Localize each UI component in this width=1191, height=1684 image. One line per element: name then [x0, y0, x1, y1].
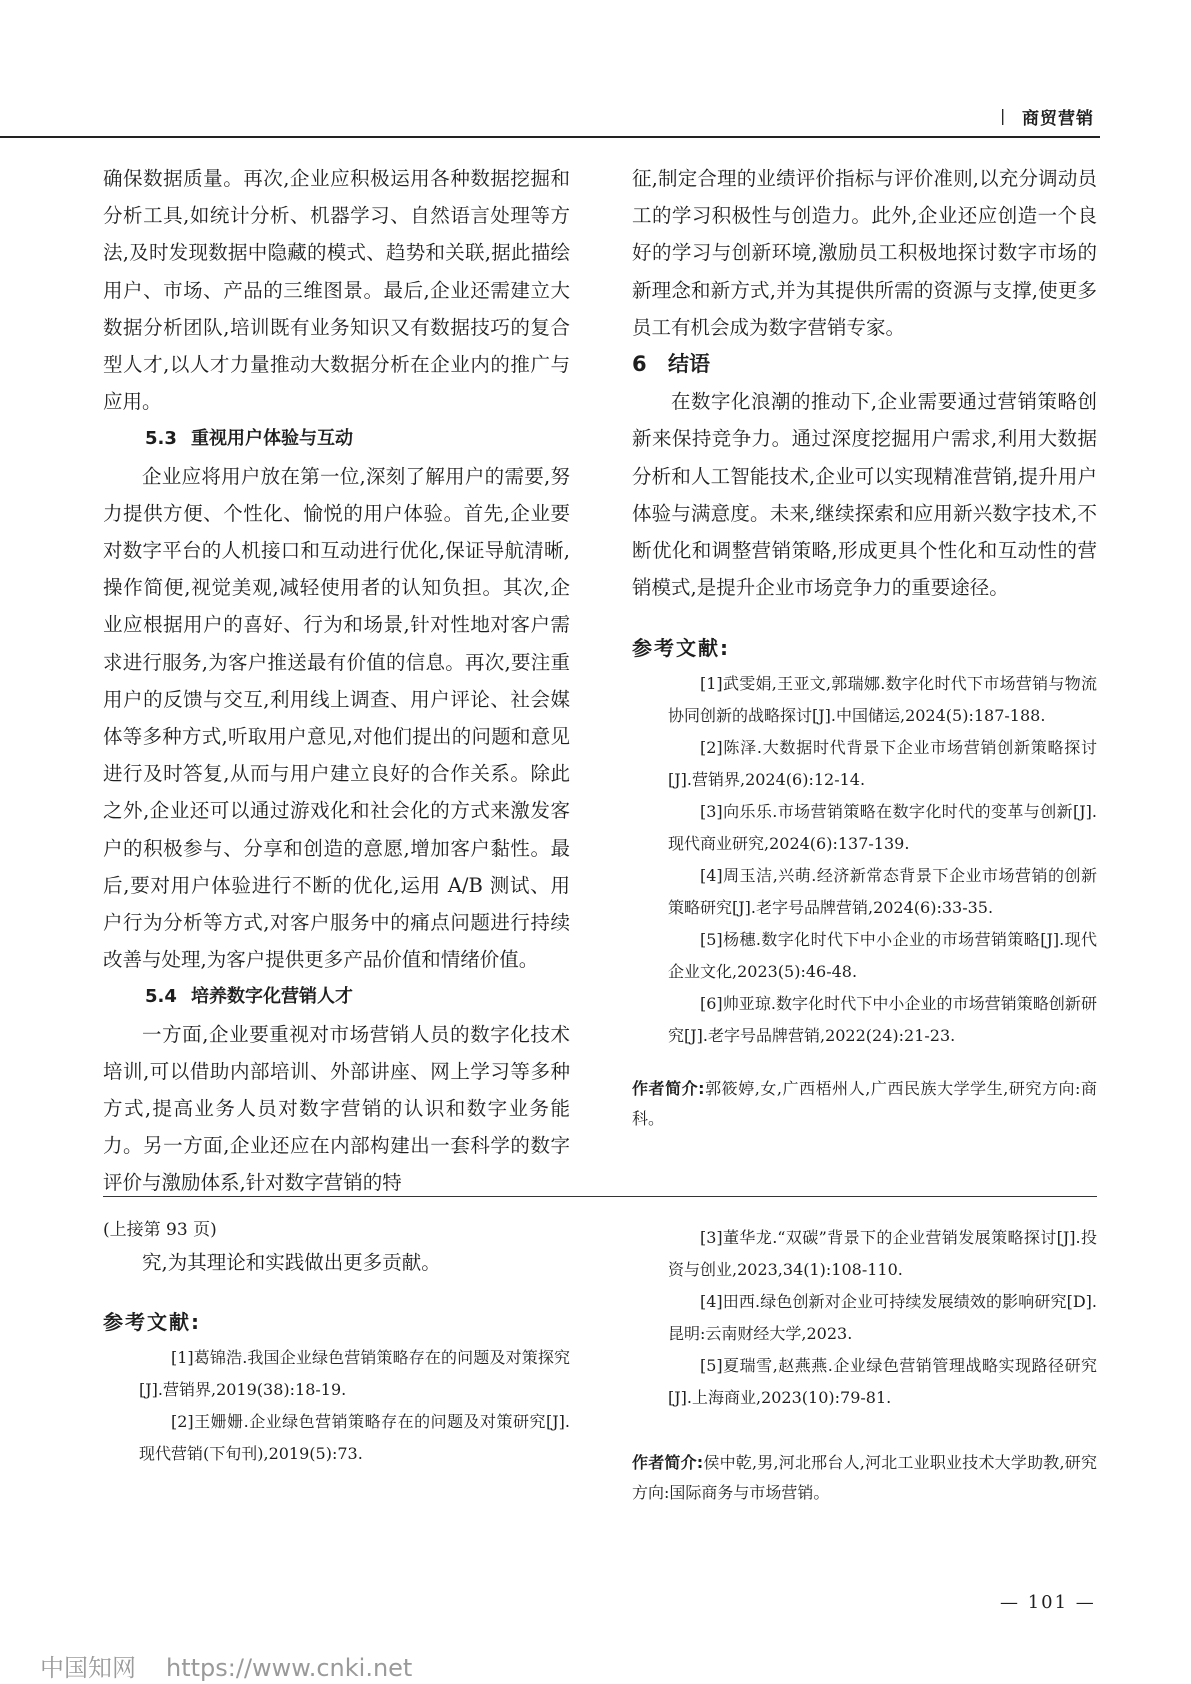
references-title: 参考文献: — [103, 1310, 201, 1334]
section-heading-6 — [632, 346, 1097, 383]
references-title: 参考文献: — [632, 636, 730, 661]
heading-number: 5.4 — [145, 986, 177, 1008]
reference-item: [5]夏瑞雪,赵燕燕.企业绿色营销管理战略实现路径研究[J].上海商业,2023(10):79-81. — [668, 1356, 1097, 1407]
heading-number: 6 — [632, 352, 647, 377]
paragraph: 在数字化浪潮的推动下,企业需要通过营销策略创新来保持竞争力。通过深度挖掘用户需求,利用大数据分析和人工智能技术,企业可以实现精准营销,提升用户体验与满意度。未来,继续探索和应用新兴数字技术,不断优化和调整营销策略,形成更具个性化和互动性的营销模式,是提升企业市场竞争力的重要途径。 — [632, 390, 1097, 600]
section-title: 商贸营销 — [1022, 109, 1094, 129]
paragraph: 一方面,企业要重视对市场营销人员的数字化技术培训,可以借助内部培训、外部讲座、网上学习等多种方式,提高业务人员对数字营销的认识和数字业务能力。另一方面,企业还应在内部构建出一套科学的数字评价与激励体系,针对数字营销的特 — [103, 1022, 570, 1195]
reference-item: [4]田西.绿色创新对企业可持续发展绩效的影响研究[D].昆明:云南财经大学,2023. — [668, 1292, 1097, 1343]
header-rule — [0, 136, 1100, 138]
watermark-url: https://www.cnki.net — [166, 1654, 413, 1682]
continued-note: (上接第 93 页) — [103, 1220, 217, 1240]
continued-article — [103, 1214, 570, 1470]
author-text: 郭筱婷,女,广西梧州人,广西民族大学学生,研究方向:商科。 — [632, 1079, 1097, 1129]
author-text: 侯中乾,男,河北邢台人,河北工业职业技术大学助教,研究方向:国际商务与市场营销。 — [632, 1453, 1097, 1502]
header-bar: | — [1000, 106, 1006, 125]
heading-title: 重视用户体验与互动 — [191, 428, 353, 450]
left-column — [103, 160, 570, 1202]
reference-item: [5]杨穗.数字化时代下中小企业的市场营销策略[J].现代企业文化,2023(5):46-48. — [668, 930, 1097, 982]
author-bio — [632, 1074, 1097, 1134]
right-column — [632, 160, 1097, 1134]
watermark-brand: 中国知网 — [40, 1654, 136, 1682]
author-label: 作者简介: — [632, 1453, 704, 1472]
author-bio — [632, 1448, 1097, 1508]
section-heading-5-4 — [103, 978, 570, 1015]
heading-number: 5.3 — [145, 428, 177, 450]
reference-item: [3]董华龙.“双碳”背景下的企业营销发展策略探讨[J].投资与创业,2023,34(1):108-110. — [668, 1228, 1097, 1279]
cnki-watermark — [40, 1648, 412, 1683]
reference-item: [1]葛锦浩.我国企业绿色营销策略存在的问题及对策探究[J].营销界,2019(38):18-19. — [139, 1348, 570, 1399]
paragraph: 企业应将用户放在第一位,深刻了解用户的需要,努力提供方便、个性化、愉悦的用户体验。首先,企业要对数字平台的人机接口和互动进行优化,保证导航清晰,操作简便,视觉美观,减轻使用者的认知负担。其次,企业应根据用户的喜好、行为和场景,针对性地对客户需求进行服务,为客户推送最有价值的信息。再次,要注重用户的反馈与交互,利用线上调查、用户评论、社会媒体等多种方式,听取用户意见,对他们提出的问题和意见进行及时答复,从而与用户建立良好的合作关系。除此之外,企业还可以通过游戏化和社会化的方式来激发客户的积极参与、分享和创造的意愿,增加客户黏性。最后,要对用户体验进行不断的优化,运用 A/B 测试、用户行为分析等方式,对客户服务中的痛点问题进行持续改善与处理,为客户提供更多产品价值和情绪价值。 — [103, 464, 570, 972]
reference-item: [1]武雯娟,王亚文,郭瑞娜.数字化时代下市场营销与物流协同创新的战略探讨[J].中国储运,2024(5):187-188. — [668, 674, 1097, 726]
section-heading-5-3 — [103, 420, 570, 457]
reference-item: [2]王姗姗.企业绿色营销策略存在的问题及对策研究[J].现代营销(下旬刊),2019(5):73. — [139, 1412, 570, 1463]
continued-article-right — [632, 1222, 1097, 1508]
author-label: 作者简介: — [632, 1079, 705, 1099]
page-header — [0, 0, 1191, 140]
heading-title: 结语 — [668, 352, 710, 377]
section-divider — [103, 1196, 1097, 1197]
paragraph: 确保数据质量。再次,企业应积极运用各种数据挖掘和分析工具,如统计分析、机器学习、自然语言处理等方法,及时发现数据中隐藏的模式、趋势和关联,据此描绘用户、市场、产品的三维图景。最后,企业还需建立大数据分析团队,培训既有业务知识又有数据技巧的复合型人才,以人才力量推动大数据分析在企业内的推广与应用。 — [103, 167, 570, 414]
reference-item: [4]周玉洁,兴萌.经济新常态背景下企业市场营销的创新策略研究[J].老字号品牌营销,2024(6):33-35. — [668, 866, 1097, 918]
paragraph: 征,制定合理的业绩评价指标与评价准则,以充分调动员工的学习积极性与创造力。此外,企业还应创造一个良好的学习与创新环境,激励员工积极地探讨数字市场的新理念和新方式,并为其提供所需的资源与支撑,使更多员工有机会成为数字营销专家。 — [632, 167, 1097, 339]
paragraph: 究,为其理论和实践做出更多贡献。 — [142, 1251, 441, 1274]
reference-item: [6]帅亚琼.数字化时代下中小企业的市场营销策略创新研究[J].老字号品牌营销,2022(24):21-23. — [668, 994, 1097, 1046]
page-number: — 101 — — [1000, 1592, 1096, 1613]
reference-item: [3]向乐乐.市场营销策略在数字化时代的变革与创新[J].现代商业研究,2024(6):137-139. — [668, 802, 1097, 854]
heading-title: 培养数字化营销人才 — [191, 986, 353, 1008]
reference-item: [2]陈泽.大数据时代背景下企业市场营销创新策略探讨[J].营销界,2024(6):12-14. — [668, 738, 1097, 790]
